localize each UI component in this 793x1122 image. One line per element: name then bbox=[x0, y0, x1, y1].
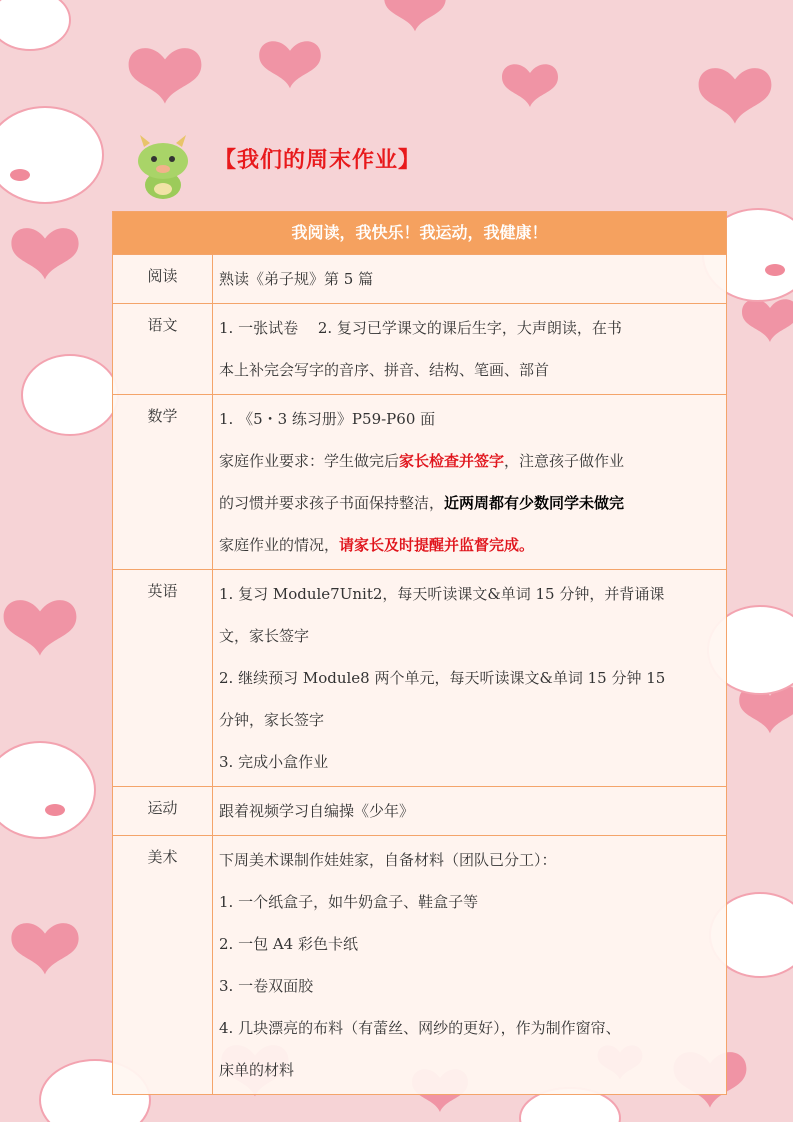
subject-label: 语文 bbox=[113, 304, 213, 394]
row-math bbox=[113, 395, 726, 570]
row-content bbox=[213, 395, 726, 569]
row-art bbox=[113, 836, 726, 1094]
content-line: 床单的材料 bbox=[219, 1061, 295, 1079]
highlight-text: 家长检查并签字 bbox=[399, 452, 505, 470]
text: 家庭作业要求：学生做完后 bbox=[219, 452, 400, 470]
content-line bbox=[219, 524, 722, 566]
content-line: 本上补完会写字的音序、拼音、结构、笔画、部首 bbox=[219, 361, 550, 379]
content-line: 1. 一张试卷 2. 复习已学课文的课后生字，大声朗读，在书 bbox=[219, 319, 622, 337]
content-line: 4. 几块漂亮的布料（有蕾丝、网纱的更好），作为制作窗帘、 bbox=[219, 1019, 621, 1037]
content-line: 下周美术课制作娃娃家，自备材料（团队已分工）： bbox=[219, 851, 557, 869]
content-line: 2. 继续预习 Module8 两个单元，每天听读课文&单词 15 分钟 15 bbox=[219, 669, 666, 687]
content-line: 文，家长签字 bbox=[219, 627, 310, 645]
subject-label: 美术 bbox=[113, 836, 213, 1094]
homework-table bbox=[112, 211, 727, 1095]
content-line: 3. 完成小盒作业 bbox=[219, 753, 329, 771]
content-line: 2. 一包 A4 彩色卡纸 bbox=[219, 935, 358, 953]
row-sports bbox=[113, 787, 726, 836]
content-line bbox=[219, 440, 722, 482]
content-line: 分钟，家长签字 bbox=[219, 711, 325, 729]
content-line: 1. 复习 Module7Unit2，每天听读课文&单词 15 分钟，并背诵课 bbox=[219, 585, 665, 603]
row-content bbox=[213, 787, 726, 835]
row-english bbox=[113, 570, 726, 787]
row-content bbox=[213, 570, 726, 786]
table-banner: 我阅读，我快乐！我运动，我健康！ bbox=[113, 212, 726, 255]
header bbox=[132, 133, 592, 208]
row-content bbox=[213, 304, 726, 394]
row-content bbox=[213, 255, 726, 303]
text: 的习惯并要求孩子书面保持整洁， bbox=[219, 494, 445, 512]
content-line bbox=[219, 482, 722, 524]
subject-label: 运动 bbox=[113, 787, 213, 835]
subject-label: 英语 bbox=[113, 570, 213, 786]
content-line: 1. 《5・3 练习册》P59-P60 面 bbox=[219, 410, 436, 428]
content-line: 1. 一个纸盒子，如牛奶盒子、鞋盒子等 bbox=[219, 893, 479, 911]
row-content bbox=[213, 836, 726, 1094]
text: 家庭作业的情况， bbox=[219, 536, 340, 554]
content-line: 跟着视频学习自编操《少年》 bbox=[219, 802, 415, 820]
bold-text: 近两周都有少数同学未做完 bbox=[444, 494, 625, 512]
subject-label: 数学 bbox=[113, 395, 213, 569]
highlight-text: 请家长及时提醒并监督完成。 bbox=[339, 536, 535, 554]
content-line: 熟读《弟子规》第 5 篇 bbox=[219, 270, 374, 288]
page-title: 【我们的周末作业】 bbox=[214, 148, 422, 173]
dragon-mascot-icon bbox=[132, 133, 194, 203]
row-chinese bbox=[113, 304, 726, 395]
subject-label: 阅读 bbox=[113, 255, 213, 303]
content-line: 3. 一卷双面胶 bbox=[219, 977, 314, 995]
row-reading bbox=[113, 255, 726, 304]
text: ，注意孩子做作业 bbox=[504, 452, 625, 470]
